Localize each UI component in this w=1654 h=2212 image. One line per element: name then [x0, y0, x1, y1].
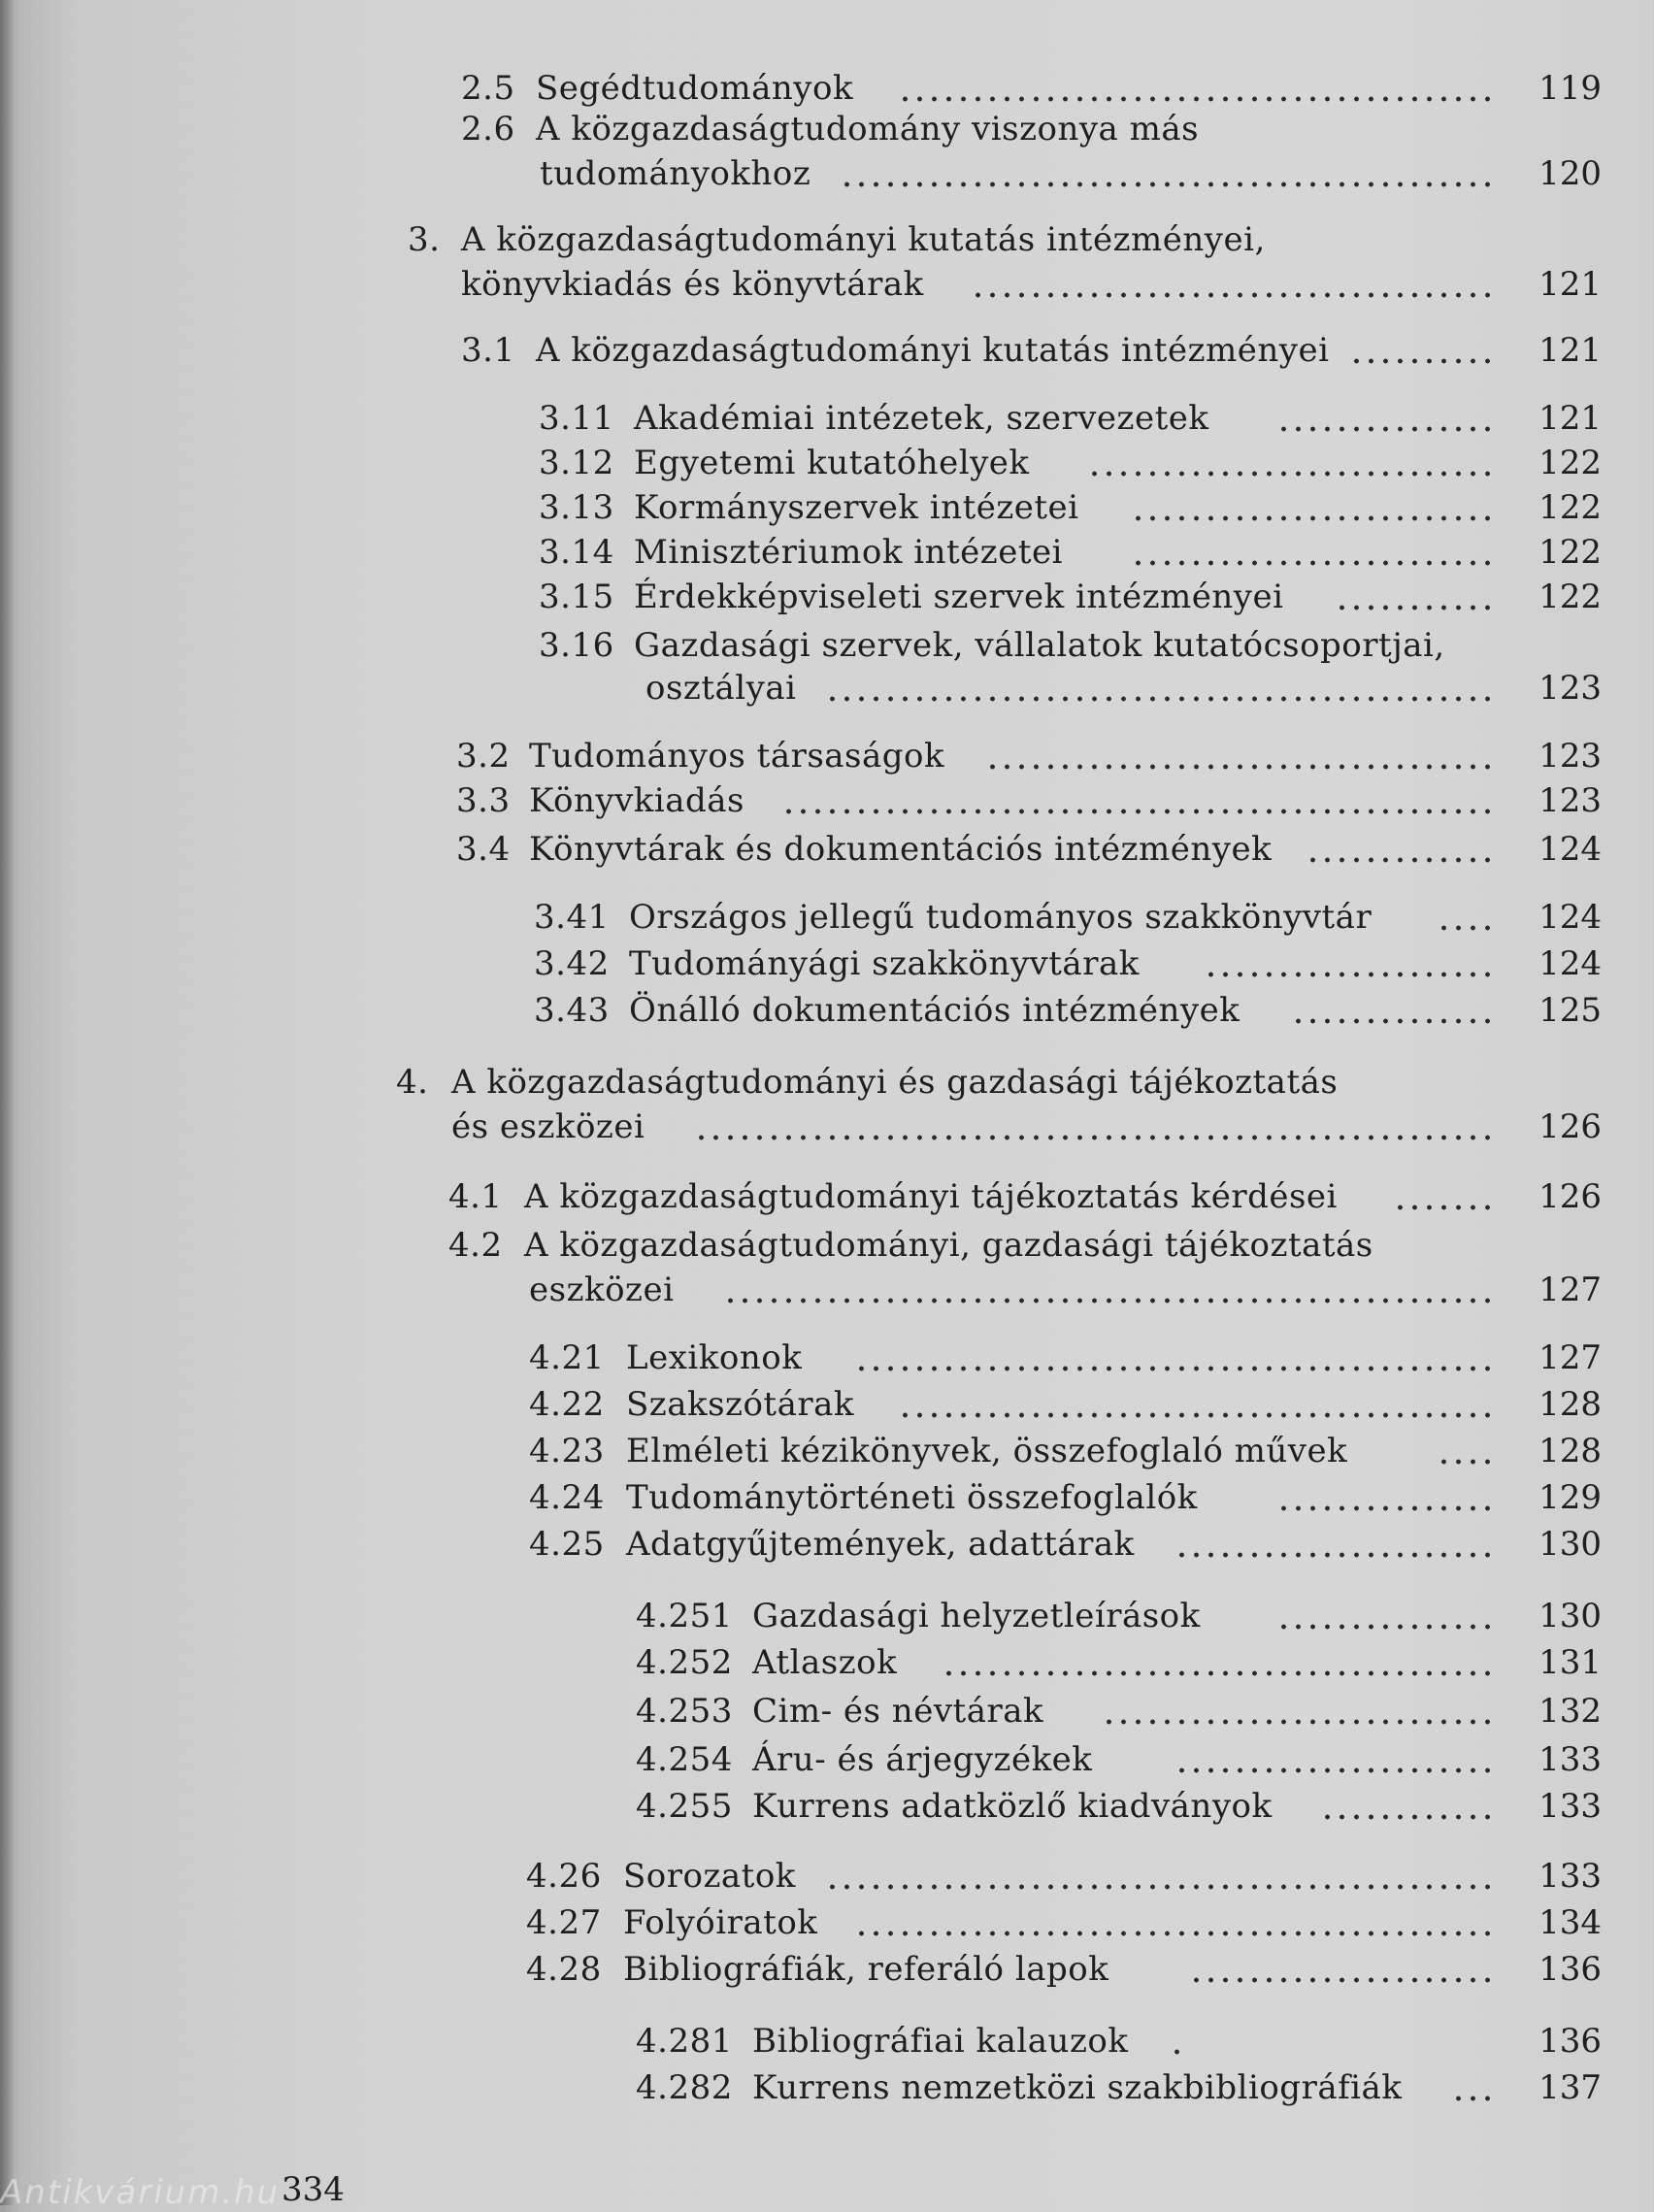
dot-leader	[689, 1134, 1495, 1141]
page-number: 334	[281, 2170, 345, 2209]
section-number: 3.2	[456, 737, 511, 776]
dot-leader	[1165, 2048, 1184, 2056]
dot-leader	[854, 1930, 1495, 1937]
section-number: 4.26	[526, 1857, 602, 1896]
section-title: Könyvkiadás	[529, 781, 745, 820]
section-title: Minisztériumok intézetei	[634, 533, 1063, 572]
dot-leader	[844, 181, 1495, 188]
section-title-continued: tudományokhoz	[540, 154, 811, 193]
section-title: Érdekképviseleti szervek intézményei	[634, 578, 1284, 616]
section-number: 3.13	[539, 488, 614, 527]
dot-leader	[1092, 470, 1495, 478]
dot-leader	[1291, 1017, 1495, 1025]
section-title: Könyvtárak és dokumentációs intézmények	[529, 830, 1273, 869]
section-title: Szakszótárak	[626, 1385, 854, 1424]
watermark: Antikvárium.hu	[0, 2173, 281, 2212]
page-ref: 122	[1538, 578, 1602, 616]
page-ref: 124	[1538, 944, 1602, 983]
section-number: 4.252	[636, 1643, 733, 1682]
dot-leader	[1189, 1976, 1495, 1984]
dot-leader	[777, 808, 1495, 815]
dot-leader	[1451, 2095, 1495, 2102]
section-title: Kurrens adatközlő kiadványok	[752, 1787, 1273, 1826]
page-ref: 130	[1538, 1597, 1602, 1635]
section-title: Adatgyűjtemények, adattárak	[626, 1525, 1135, 1564]
page-ref: 127	[1538, 1271, 1602, 1309]
section-number: 4.1	[448, 1177, 503, 1216]
section-title: Segédtudományok	[536, 69, 854, 108]
section-title: A közgazdaságtudományi kutatás intézményei	[536, 331, 1330, 370]
section-title-continued: osztályai	[645, 669, 797, 708]
section-number: 4.21	[529, 1338, 605, 1377]
section-number: 2.5	[461, 69, 515, 108]
page-ref: 124	[1538, 898, 1602, 937]
section-number: 3.3	[456, 781, 511, 820]
page-ref: 119	[1538, 69, 1602, 108]
section-number: 4.27	[526, 1903, 602, 1942]
page-ref: 126	[1538, 1107, 1602, 1146]
section-title: A közgazdaságtudomány viszonya más	[536, 110, 1200, 149]
section-title-continued: könyvkiadás és könyvtárak	[461, 265, 924, 304]
section-title: Gazdasági helyzetleírások	[752, 1597, 1201, 1635]
section-number: 3.11	[539, 399, 614, 438]
section-number: 4.24	[529, 1478, 605, 1517]
page-ref: 123	[1538, 669, 1602, 708]
page-ref: 131	[1538, 1643, 1602, 1682]
section-title: Országos jellegű tudományos szakkönyvtár	[629, 898, 1373, 937]
page-ref: 123	[1538, 781, 1602, 820]
dot-leader	[1208, 971, 1495, 978]
dot-leader	[1174, 1766, 1495, 1774]
dot-leader	[971, 291, 1495, 299]
page-ref: 121	[1538, 265, 1602, 304]
dot-leader	[1107, 1718, 1495, 1726]
page-ref: 126	[1538, 1177, 1602, 1216]
page-ref: 128	[1538, 1432, 1602, 1470]
dot-leader	[893, 95, 1495, 103]
section-title: Sorozatok	[623, 1857, 796, 1896]
page-ref: 122	[1538, 444, 1602, 482]
dot-leader	[1349, 357, 1495, 365]
page-ref: 120	[1538, 154, 1602, 193]
section-title: Atlaszok	[752, 1643, 898, 1682]
dot-leader	[854, 1365, 1495, 1372]
section-title: Áru- és árjegyzékek	[752, 1740, 1093, 1779]
section-number: 4.253	[636, 1692, 733, 1731]
page-ref: 136	[1538, 1950, 1602, 1989]
section-title: Bibliográfiák, referáló lapok	[623, 1950, 1109, 1989]
section-title: Bibliográfiai kalauzok	[752, 2022, 1129, 2061]
section-title: Egyetemi kutatóhelyek	[634, 444, 1030, 482]
page-ref: 125	[1538, 991, 1602, 1030]
section-number: 4.25	[529, 1525, 605, 1564]
dot-leader	[718, 1297, 1495, 1304]
section-number: 4.281	[636, 2022, 733, 2061]
section-number: 2.6	[461, 110, 515, 149]
section-number: 3.43	[534, 991, 610, 1030]
page-ref: 133	[1538, 1857, 1602, 1896]
section-number: 4.28	[526, 1950, 602, 1989]
section-number: 3.41	[534, 898, 610, 937]
dot-leader	[980, 763, 1495, 771]
section-title: A közgazdaságtudományi kutatás intézményei,	[461, 220, 1266, 259]
page-ref: 121	[1538, 331, 1602, 370]
dot-leader	[946, 1669, 1495, 1677]
page-ref: 137	[1538, 2068, 1602, 2107]
section-title: Önálló dokumentációs intézmények	[629, 991, 1240, 1030]
dot-leader	[1276, 1623, 1495, 1631]
section-title: Gazdasági szervek, vállalatok kutatócsoportjai,	[634, 626, 1445, 665]
section-number: 4.254	[636, 1740, 733, 1779]
section-title: Tudományági szakkönyvtárak	[629, 944, 1140, 983]
section-title: Lexikonok	[626, 1338, 803, 1377]
section-number: 4.251	[636, 1597, 733, 1635]
dot-leader	[893, 1411, 1495, 1419]
page-ref: 134	[1538, 1903, 1602, 1942]
dot-leader	[1131, 514, 1495, 522]
dot-leader	[1388, 1204, 1495, 1211]
page-ref: 132	[1538, 1692, 1602, 1731]
section-title: Tudományos társaságok	[529, 737, 945, 776]
section-number: 4.	[396, 1063, 429, 1102]
section-title: Akadémiai intézetek, szervezetek	[634, 399, 1209, 438]
dot-leader	[1437, 924, 1495, 932]
section-title: Cim- és névtárak	[752, 1692, 1044, 1731]
page-ref: 127	[1538, 1338, 1602, 1377]
section-title: Elméleti kézikönyvek, összefoglaló művek	[626, 1432, 1348, 1470]
section-title: Folyóiratok	[623, 1903, 818, 1942]
section-number: 3.15	[539, 578, 614, 616]
dot-leader	[1170, 1551, 1495, 1559]
dot-leader	[1437, 1458, 1495, 1466]
page-ref: 122	[1538, 533, 1602, 572]
dot-leader	[820, 695, 1495, 703]
section-number: 4.255	[636, 1787, 733, 1826]
dot-leader	[1320, 1813, 1495, 1821]
page-ref: 133	[1538, 1740, 1602, 1779]
section-number: 3.1	[461, 331, 515, 370]
page-ref: 133	[1538, 1787, 1602, 1826]
section-title-continued: és eszközei	[451, 1107, 645, 1146]
dot-leader	[1131, 559, 1495, 567]
page-ref: 124	[1538, 830, 1602, 869]
page-ref: 129	[1538, 1478, 1602, 1517]
dot-leader	[1272, 1504, 1495, 1512]
section-title: A közgazdaságtudományi, gazdasági tájékoztatás	[524, 1226, 1373, 1265]
page-ref: 130	[1538, 1525, 1602, 1564]
page-ref: 123	[1538, 737, 1602, 776]
section-number: 4.2	[448, 1226, 503, 1265]
dot-leader	[1281, 425, 1495, 433]
section-title: Kormányszervek intézetei	[634, 488, 1079, 527]
section-number: 3.42	[534, 944, 610, 983]
dot-leader	[1330, 604, 1495, 611]
dot-leader	[820, 1883, 1495, 1891]
section-title: Kurrens nemzetközi szakbibliográfiák	[752, 2068, 1403, 2107]
dot-leader	[1306, 856, 1495, 864]
section-number: 3.12	[539, 444, 614, 482]
page-ref: 128	[1538, 1385, 1602, 1424]
section-title-continued: eszközei	[529, 1271, 675, 1309]
section-number: 4.22	[529, 1385, 605, 1424]
section-title: Tudománytörténeti összefoglalók	[626, 1478, 1198, 1517]
section-number: 3.16	[539, 626, 614, 665]
page-ref: 122	[1538, 488, 1602, 527]
section-number: 4.23	[529, 1432, 605, 1470]
page-ref: 136	[1538, 2022, 1602, 2061]
section-title: A közgazdaságtudományi tájékoztatás kérdései	[524, 1177, 1338, 1216]
section-title: A közgazdaságtudományi és gazdasági tájékoztatás	[451, 1063, 1339, 1102]
section-number: 3.4	[456, 830, 511, 869]
section-number: 3.	[408, 220, 441, 259]
section-number: 4.282	[636, 2068, 733, 2107]
section-number: 3.14	[539, 533, 614, 572]
page-ref: 121	[1538, 399, 1602, 438]
